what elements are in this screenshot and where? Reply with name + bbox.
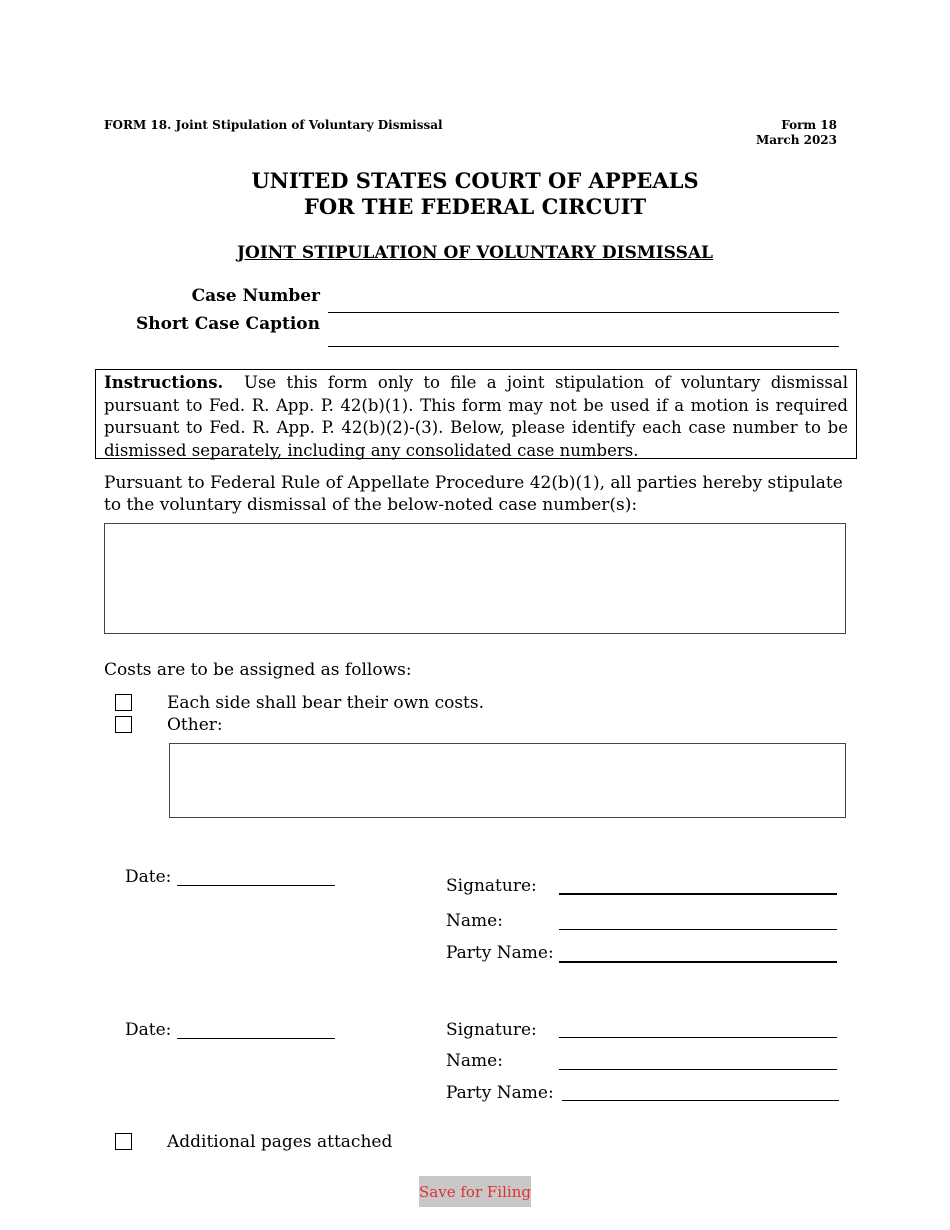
form-number: Form 18 <box>781 118 837 132</box>
stipulation-text: Pursuant to Federal Rule of Appellate Procedure 42(b)(1), all parties hereby stipulate to the voluntary dismissal of the below-noted case number(s): <box>104 473 843 515</box>
party-name-field-1[interactable] <box>559 961 837 963</box>
party-name-label-1: Party Name: <box>446 943 554 963</box>
additional-pages-label: Additional pages attached <box>167 1132 393 1152</box>
date-label-2: Date: <box>125 1020 172 1040</box>
other-costs-checkbox[interactable] <box>115 716 132 733</box>
date-field-2[interactable] <box>177 1038 335 1039</box>
own-costs-checkbox[interactable] <box>115 694 132 711</box>
name-field-1[interactable] <box>559 929 837 930</box>
other-costs-textbox[interactable] <box>169 743 846 818</box>
signature-field-1[interactable] <box>559 893 837 895</box>
form-date: March 2023 <box>756 133 837 147</box>
signature-label-1: Signature: <box>446 876 537 896</box>
save-for-filing-button[interactable]: Save for Filing <box>419 1176 531 1207</box>
form-title: JOINT STIPULATION OF VOLUNTARY DISMISSAL <box>237 243 713 263</box>
additional-pages-checkbox[interactable] <box>115 1133 132 1150</box>
court-title-line2: FOR THE FEDERAL CIRCUIT <box>303 194 647 219</box>
form-number-block <box>756 118 837 148</box>
form-label: FORM 18. Joint Stipulation of Voluntary Dismissal <box>104 118 443 132</box>
party-name-field-2[interactable] <box>562 1100 839 1101</box>
instructions-heading: Instructions. <box>104 373 224 392</box>
name-label-2: Name: <box>446 1051 503 1071</box>
date-label-1: Date: <box>125 867 172 887</box>
short-case-caption-label: Short Case Caption <box>136 314 320 334</box>
court-title-line1: UNITED STATES COURT OF APPEALS <box>251 168 699 193</box>
name-field-2[interactable] <box>559 1069 837 1070</box>
other-costs-label: Other: <box>167 715 223 735</box>
short-case-caption-field[interactable] <box>328 346 839 347</box>
name-label-1: Name: <box>446 911 503 931</box>
case-numbers-textbox[interactable] <box>104 523 846 634</box>
party-name-label-2: Party Name: <box>446 1083 554 1103</box>
case-number-field[interactable] <box>328 312 839 313</box>
case-number-label: Case Number <box>191 286 320 306</box>
costs-heading: Costs are to be assigned as follows: <box>104 660 412 680</box>
own-costs-label: Each side shall bear their own costs. <box>167 693 485 713</box>
signature-field-2[interactable] <box>559 1037 837 1038</box>
signature-label-2: Signature: <box>446 1020 537 1040</box>
instructions-box <box>95 369 857 459</box>
court-title <box>0 168 950 220</box>
date-field-1[interactable] <box>177 885 335 886</box>
instructions-text: Use this form only to file a joint stipulation of voluntary dismissal pursuant to Fed. R. App. P. 42(b)(1). This form may not be used if a motion is required pursuant to Fed. R. App. P. 42(b)(2)-(3). Below, please identify each case number to be dismissed separately, including any consolidated case numbers. <box>104 373 848 460</box>
